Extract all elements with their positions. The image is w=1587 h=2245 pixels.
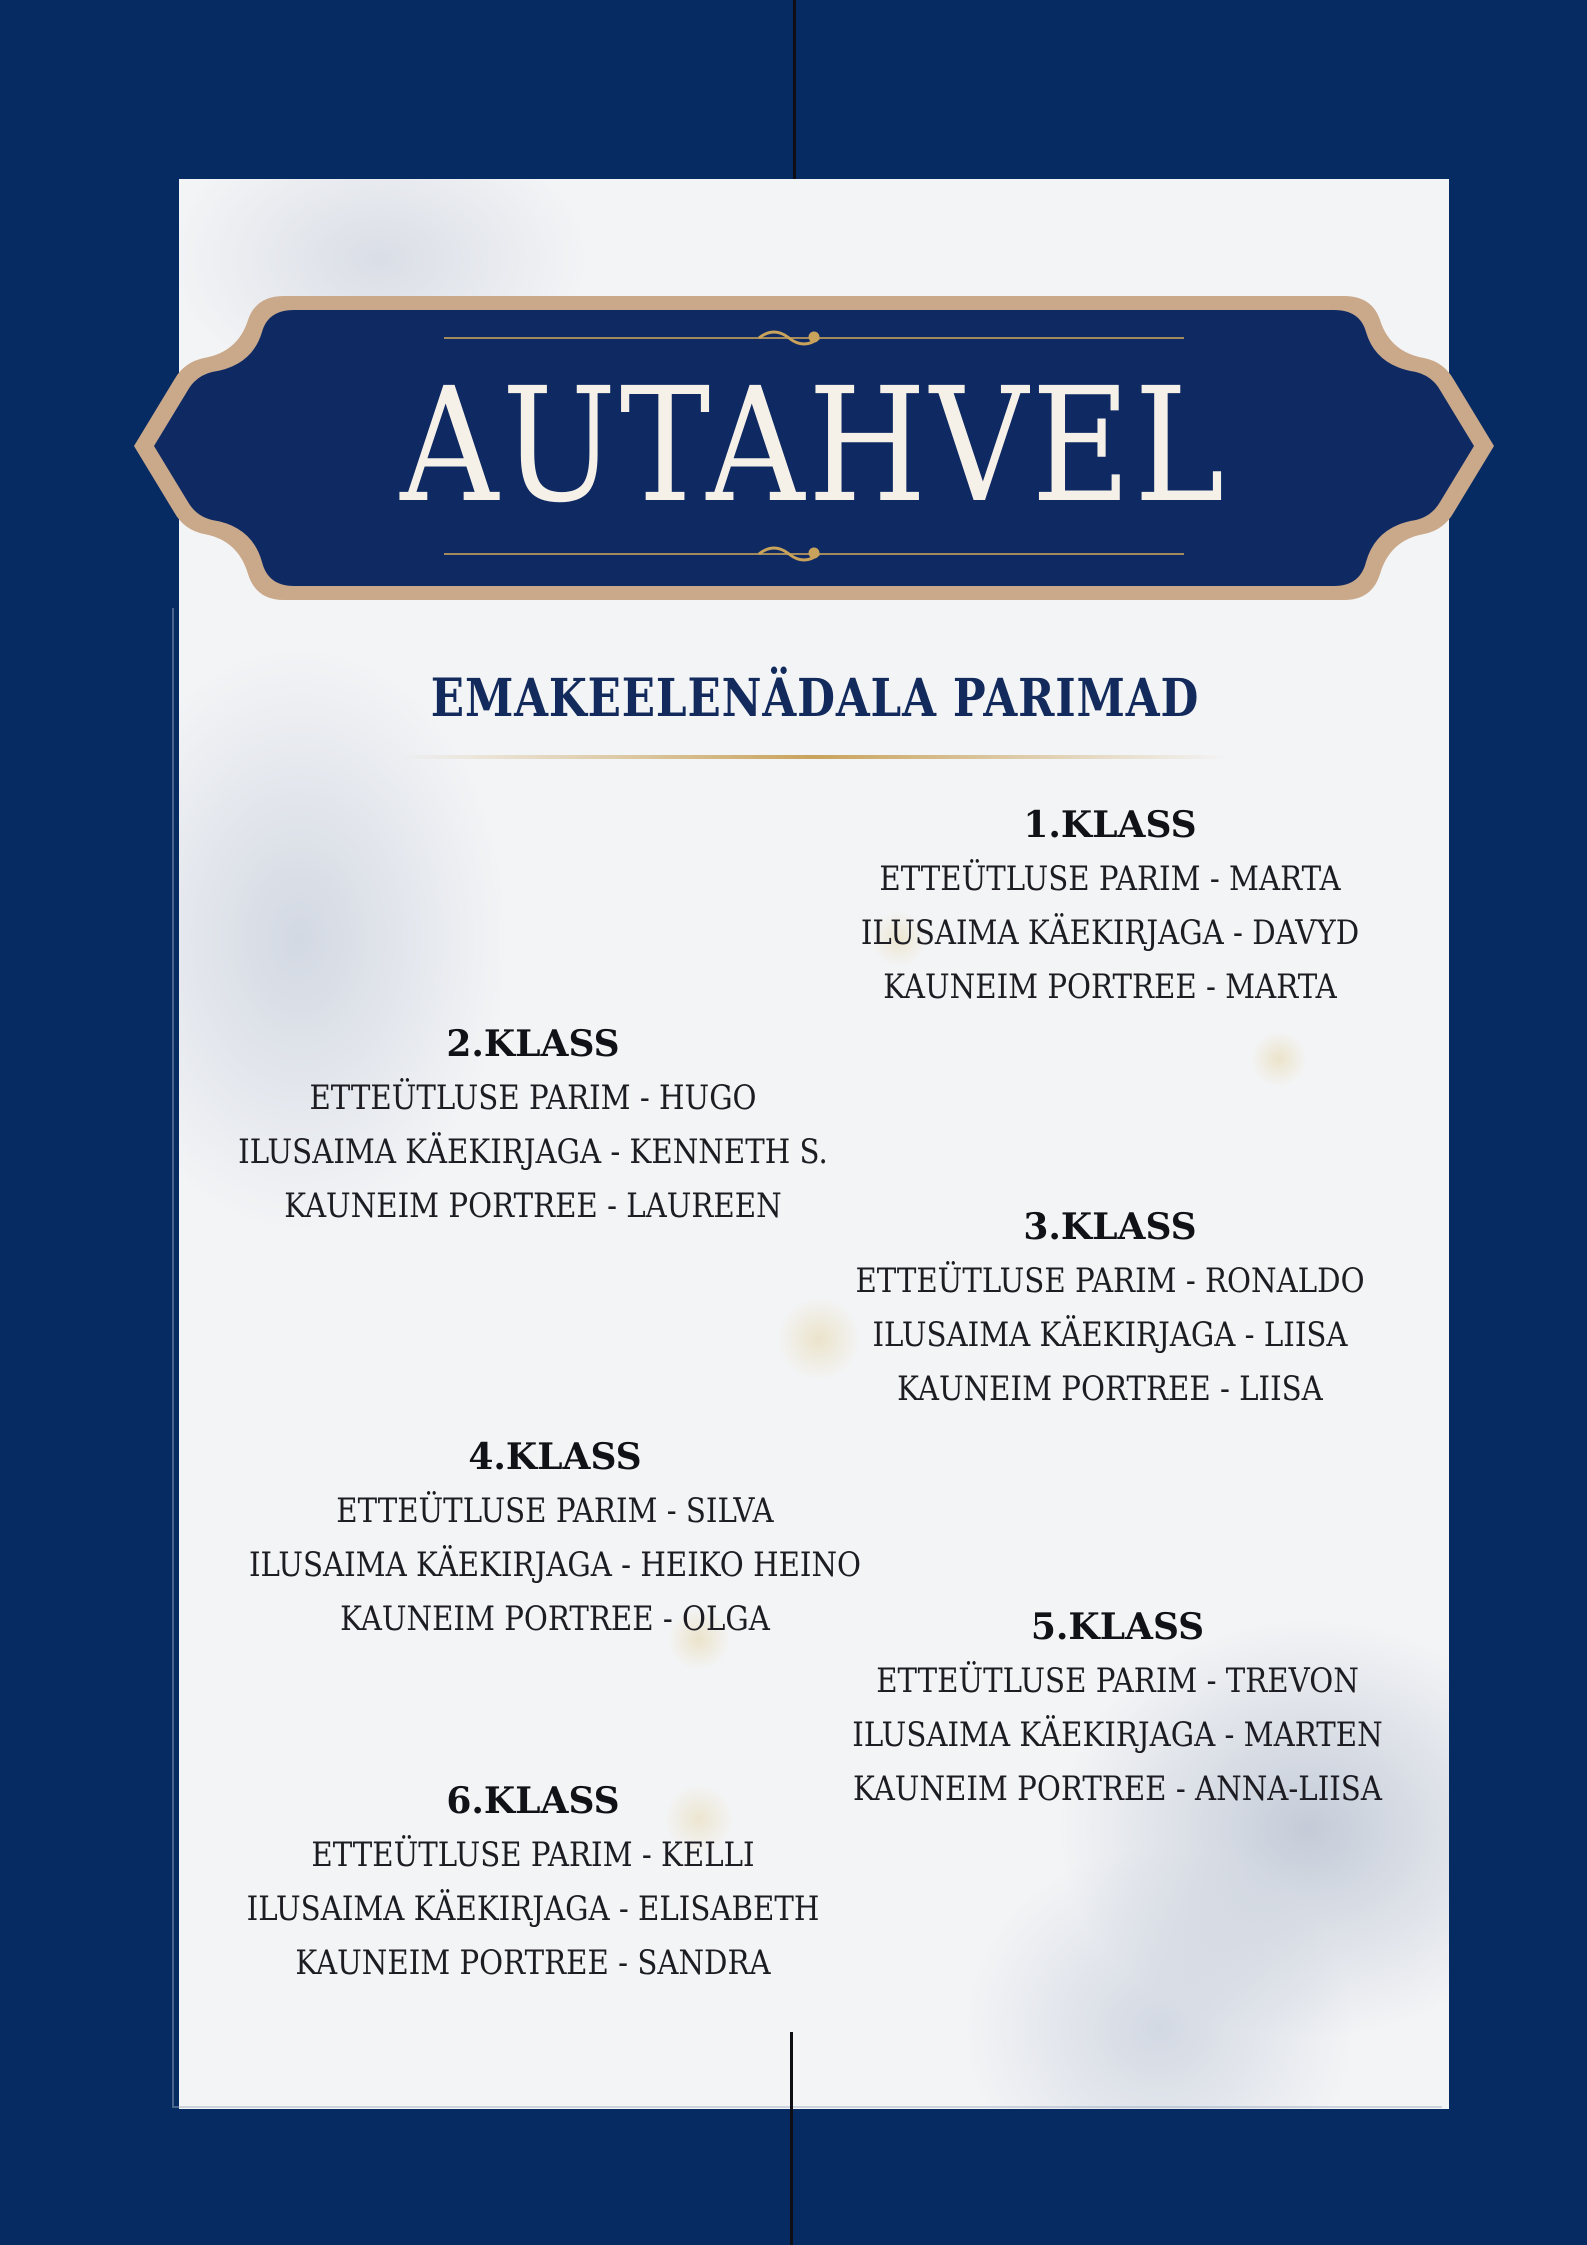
- class-heading: 6.KLASS: [446, 1780, 620, 1822]
- award-line: ILUSAIMA KÄEKIRJAGA - DAVYD: [860, 913, 1360, 953]
- award-line: KAUNEIM PORTREE - LIISA: [897, 1369, 1323, 1409]
- award-line: KAUNEIM PORTREE - SANDRA: [295, 1943, 771, 1983]
- award-line: ETTEÜTLUSE PARIM - SILVA: [336, 1491, 774, 1531]
- class-heading: 1.KLASS: [1023, 804, 1197, 846]
- class-5-block: [790, 1600, 1445, 1816]
- award-line: ILUSAIMA KÄEKIRJAGA - ELISABETH: [246, 1889, 820, 1929]
- title-banner: [134, 296, 1494, 600]
- subtitle-divider: [400, 755, 1230, 759]
- award-line: ILUSAIMA KÄEKIRJAGA - MARTEN: [852, 1715, 1383, 1755]
- class-2-block: [180, 1017, 886, 1233]
- class-3-block: [790, 1200, 1430, 1416]
- class-6-block: [180, 1774, 886, 1990]
- award-line: ILUSAIMA KÄEKIRJAGA - LIISA: [872, 1315, 1348, 1355]
- award-line: KAUNEIM PORTREE - LAUREEN: [284, 1186, 782, 1226]
- hanging-string-bottom: [790, 2032, 793, 2245]
- page-title: AUTAHVEL: [400, 354, 1228, 538]
- award-line: ETTEÜTLUSE PARIM - MARTA: [879, 859, 1341, 899]
- subtitle: EMAKEELENÄDALA PARIMAD: [430, 668, 1200, 729]
- class-heading: 2.KLASS: [446, 1023, 620, 1065]
- award-line: KAUNEIM PORTREE - MARTA: [883, 967, 1337, 1007]
- award-line: ETTEÜTLUSE PARIM - HUGO: [309, 1078, 757, 1118]
- award-line: KAUNEIM PORTREE - ANNA-LIISA: [853, 1769, 1382, 1809]
- award-line: ETTEÜTLUSE PARIM - TREVON: [876, 1661, 1359, 1701]
- class-heading: 3.KLASS: [1023, 1206, 1197, 1248]
- award-line: ILUSAIMA KÄEKIRJAGA - HEIKO HEINO: [248, 1545, 862, 1585]
- award-line: ETTEÜTLUSE PARIM - RONALDO: [855, 1261, 1365, 1301]
- class-1-block: [790, 798, 1430, 1014]
- class-heading: 4.KLASS: [468, 1436, 642, 1478]
- award-line: KAUNEIM PORTREE - OLGA: [340, 1599, 770, 1639]
- award-line: ILUSAIMA KÄEKIRJAGA - KENNETH S.: [238, 1132, 828, 1172]
- award-line: ETTEÜTLUSE PARIM - KELLI: [311, 1835, 755, 1875]
- class-heading: 5.KLASS: [1030, 1606, 1205, 1648]
